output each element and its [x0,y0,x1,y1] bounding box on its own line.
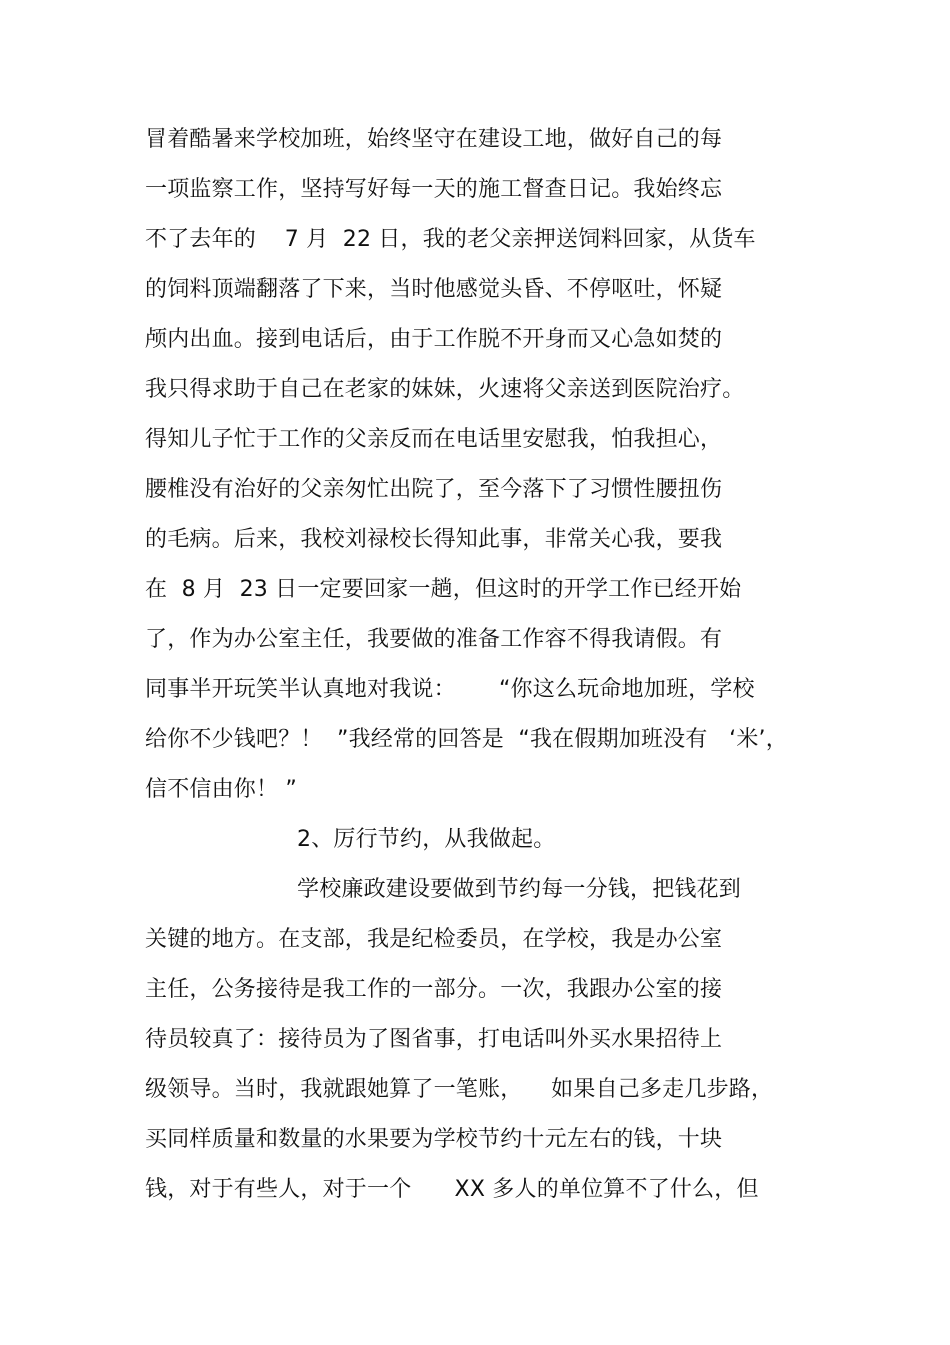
paragraph-line: 不了去年的 7 月 22 日，我的老父亲押送饲料回家，从货车 [145,227,756,252]
paragraph-line: 冒着酷暑来学校加班，始终坚守在建设工地，做好自己的每 [145,127,723,152]
paragraph-line: 了，作为办公室主任，我要做的准备工作容不得我请假。有 [145,627,723,652]
paragraph-line: 信不信由你！ ” [145,777,297,802]
paragraph-line: 一项监察工作，坚持写好每一天的施工督查日记。我始终忘 [145,177,723,202]
paragraph-line: 待员较真了：接待员为了图省事，打电话叫外买水果招待上 [145,1027,723,1052]
paragraph-line: 给你不少钱吧？！ ”我经常的回答是 “我在假期加班没有 ‘米’， [145,727,788,752]
paragraph-line: 钱，对于有些人，对于一个 XX 多人的单位算不了什么，但 [145,1177,759,1202]
paragraph-line: 买同样质量和数量的水果要为学校节约十元左右的钱，十块 [145,1127,723,1152]
paragraph-line: 级领导。当时，我就跟她算了一笔账， 如果自己多走几步路， [145,1077,774,1102]
paragraph-line: 学校廉政建设要做到节约每一分钱，把钱花到 [297,877,742,902]
paragraph-line: 关键的地方。在支部，我是纪检委员，在学校，我是办公室 [145,927,723,952]
paragraph-line: 我只得求助于自己在老家的妹妹，火速将父亲送到医院治疗。 [145,377,745,402]
paragraph-line: 得知儿子忙于工作的父亲反而在电话里安慰我，怕我担心， [145,427,723,452]
paragraph-line: 同事半开玩笑半认真地对我说： “你这么玩命地加班，学校 [145,677,755,702]
paragraph-line: 在 8 月 23 日一定要回家一趟，但这时的开学工作已经开始 [145,577,742,602]
paragraph-line: 的饲料顶端翻落了下来，当时他感觉头昏、不停呕吐，怀疑 [145,277,723,302]
section-heading: 2、厉行节约，从我做起。 [297,827,556,852]
paragraph-line: 腰椎没有治好的父亲匆忙出院了，至今落下了习惯性腰扭伤 [145,477,723,502]
paragraph-line: 的毛病。后来，我校刘禄校长得知此事，非常关心我，要我 [145,527,723,552]
paragraph-line: 颅内出血。接到电话后，由于工作脱不开身而又心急如焚的 [145,327,723,352]
paragraph-line: 主任，公务接待是我工作的一部分。一次，我跟办公室的接 [145,977,723,1002]
